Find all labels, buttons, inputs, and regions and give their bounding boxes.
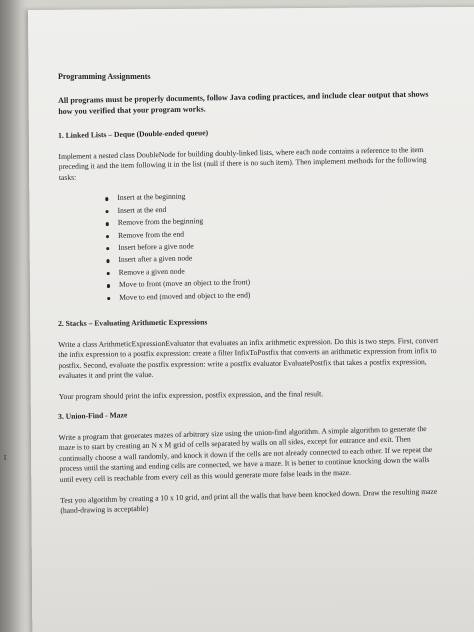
task-item: Move to end (moved and object to the end) xyxy=(107,285,446,304)
task-item: Insert at the beginning xyxy=(105,186,444,205)
section-title: 1. Linked Lists – Deque (Double-ended queue) xyxy=(58,127,209,140)
section-stacks xyxy=(58,315,444,403)
section-title: 2. Stacks – Evaluating Arithmetic Expressions xyxy=(58,317,208,328)
task-item: Remove from the end xyxy=(106,223,445,242)
section-union-find xyxy=(58,403,445,517)
section-paragraph: Write a program that generates mazes of arbitrary size using the union-find algorithm. A simple algorithm to generate the maze is to start by creating an N x M grid of cells separated by walls on all sides, except for entrance and exit. Then continually choose a wall randomly, and knock it down if the cells are not already connected to each other. If we repeat the process until the starting and ending cells are connected, we have a maze. It is better to continue knocking down the walls until every cell is reachable from every cell as this would generate more false leads in the maze. xyxy=(58,423,433,485)
section-paragraph: Write a class ArithmeticExpressionEvaluator that evaluates an infix arithmetic expression. Do this is two steps. First, convert the infix expression to a postfix expression: create a filter InfixToPostfix that converts an arithmetic expression from infix to postfix. Second, evaluate the postfix expression: write a postfix evaluator EvaluatePostfix that takes a postfix expression, evaluates it and print the value. xyxy=(58,335,439,380)
section-linked-lists xyxy=(58,123,446,304)
stray-mark: t xyxy=(4,452,7,462)
document-heading: Programming Assignments xyxy=(58,72,151,81)
intro-paragraph: All programs must be properly documents, follow Java coding practices, and include clear output that shows how you verified that your program works. xyxy=(58,89,429,116)
section-paragraph: Test you algorithm by creating a 10 x 10 grid, and print all the walls that have been knocked down. Draw the resulting maze (hand-drawing is acceptable) xyxy=(60,486,438,516)
document-content xyxy=(58,72,443,527)
task-item: Remove a given node xyxy=(107,260,446,279)
section-paragraph: Your program should print the infix expression, postfix expression, and the final result. xyxy=(58,388,324,401)
task-item: Insert at the end xyxy=(105,198,444,217)
task-list xyxy=(59,186,446,305)
task-item: Move to front (move an object to the front) xyxy=(107,272,446,291)
task-item: Insert after a given node xyxy=(106,248,445,267)
task-item: Insert before a give node xyxy=(106,235,445,254)
section-paragraph: Implement a nested class DoubleNode for building doubly-linked lists, where each node contains a reference to the item preceding it and the item following it in the list (null if there is no such item). Then implement methods for the following tasks: xyxy=(58,144,427,182)
task-item: Remove from the beginning xyxy=(106,210,445,229)
section-title: 3. Union-Find - Maze xyxy=(58,410,128,422)
